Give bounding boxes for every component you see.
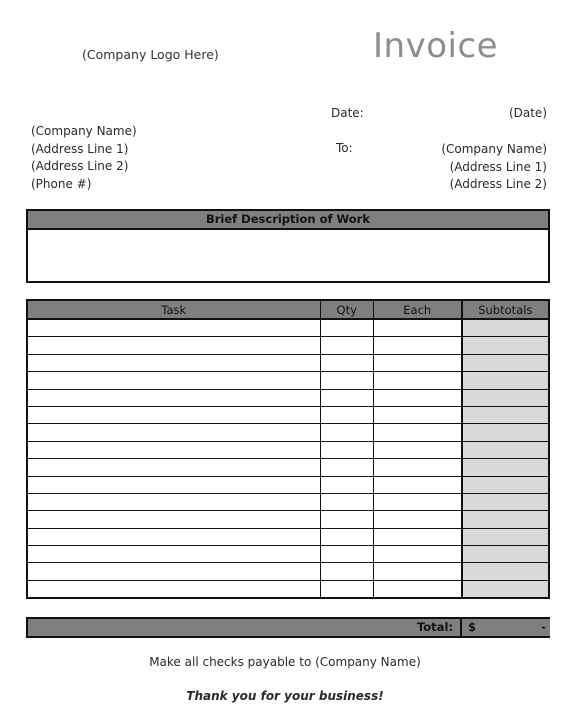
task-cell[interactable] (27, 441, 320, 458)
subtotal-cell (462, 563, 549, 580)
each-cell[interactable] (373, 372, 461, 389)
table-row (27, 424, 549, 441)
qty-cell[interactable] (320, 406, 373, 423)
total-row (26, 617, 550, 638)
task-cell[interactable] (27, 511, 320, 528)
task-cell[interactable] (27, 580, 320, 598)
sender-address-line-1[interactable]: (Address Line 1) (31, 141, 129, 156)
subtotal-cell (462, 493, 549, 510)
subtotal-cell (462, 406, 549, 423)
recipient-address-block (441, 141, 547, 194)
sender-address-line-2[interactable]: (Address Line 2) (31, 159, 129, 173)
qty-cell[interactable] (320, 493, 373, 510)
qty-cell[interactable] (320, 441, 373, 458)
table-row (27, 476, 549, 493)
column-header-subtotals: Subtotals (462, 300, 549, 319)
sender-address-block (31, 123, 137, 193)
table-row (27, 493, 549, 510)
qty-cell[interactable] (320, 354, 373, 371)
task-cell[interactable] (27, 372, 320, 389)
table-row (27, 580, 549, 598)
subtotal-cell (462, 580, 549, 598)
task-cell[interactable] (27, 563, 320, 580)
task-cell[interactable] (27, 546, 320, 563)
sender-company-name[interactable]: (Company Name) (31, 124, 137, 138)
subtotal-cell (462, 319, 549, 337)
subtotal-cell (462, 354, 549, 371)
each-cell[interactable] (373, 511, 461, 528)
table-row (27, 319, 549, 337)
subtotal-cell (462, 389, 549, 406)
thank-you-note: Thank you for your business! (186, 689, 384, 703)
column-header-each: Each (373, 300, 461, 319)
table-row (27, 372, 549, 389)
table-row (27, 563, 549, 580)
date-value[interactable]: (Date) (508, 106, 547, 120)
task-cell[interactable] (27, 476, 320, 493)
work-description-box (26, 209, 550, 283)
qty-cell[interactable] (320, 319, 373, 337)
total-currency-symbol: $ (468, 620, 477, 634)
work-description-header: Brief Description of Work (28, 211, 548, 230)
qty-cell[interactable] (320, 563, 373, 580)
task-cell[interactable] (27, 337, 320, 354)
total-amount-value: - (541, 620, 546, 634)
qty-cell[interactable] (320, 546, 373, 563)
subtotal-cell (462, 511, 549, 528)
subtotal-cell (462, 441, 549, 458)
table-row (27, 406, 549, 423)
task-cell[interactable] (27, 528, 320, 545)
qty-cell[interactable] (320, 528, 373, 545)
qty-cell[interactable] (320, 459, 373, 476)
work-description-field[interactable] (28, 230, 548, 281)
each-cell[interactable] (373, 389, 461, 406)
column-header-task: Task (27, 300, 320, 319)
task-cell[interactable] (27, 319, 320, 337)
subtotal-cell (462, 372, 549, 389)
table-header-row (27, 300, 549, 319)
qty-cell[interactable] (320, 511, 373, 528)
each-cell[interactable] (373, 493, 461, 510)
each-cell[interactable] (373, 441, 461, 458)
subtotal-cell (462, 528, 549, 545)
each-cell[interactable] (373, 476, 461, 493)
table-row (27, 511, 549, 528)
each-cell[interactable] (373, 528, 461, 545)
each-cell[interactable] (373, 406, 461, 423)
task-cell[interactable] (27, 493, 320, 510)
qty-cell[interactable] (320, 424, 373, 441)
company-logo-placeholder: (Company Logo Here) (82, 47, 219, 62)
table-row (27, 354, 549, 371)
table-row (27, 528, 549, 545)
each-cell[interactable] (373, 546, 461, 563)
subtotal-cell (462, 337, 549, 354)
subtotal-cell (462, 476, 549, 493)
qty-cell[interactable] (320, 389, 373, 406)
each-cell[interactable] (373, 563, 461, 580)
recipient-company-name[interactable]: (Company Name) (441, 142, 547, 156)
subtotal-cell (462, 424, 549, 441)
task-cell[interactable] (27, 424, 320, 441)
invoice-title: Invoice (373, 26, 499, 66)
each-cell[interactable] (373, 319, 461, 337)
recipient-address-line-2[interactable]: (Address Line 2) (449, 177, 547, 191)
each-cell[interactable] (373, 424, 461, 441)
qty-cell[interactable] (320, 580, 373, 598)
subtotal-cell (462, 459, 549, 476)
date-label: Date: (331, 106, 364, 120)
qty-cell[interactable] (320, 476, 373, 493)
total-label: Total: (416, 620, 453, 634)
each-cell[interactable] (373, 337, 461, 354)
each-cell[interactable] (373, 459, 461, 476)
table-row (27, 546, 549, 563)
qty-cell[interactable] (320, 337, 373, 354)
table-row (27, 337, 549, 354)
task-cell[interactable] (27, 389, 320, 406)
table-row (27, 459, 549, 476)
task-cell[interactable] (27, 459, 320, 476)
each-cell[interactable] (373, 354, 461, 371)
task-cell[interactable] (27, 406, 320, 423)
sender-phone[interactable]: (Phone #) (31, 176, 92, 191)
qty-cell[interactable] (320, 372, 373, 389)
table-row (27, 441, 549, 458)
table-row (27, 389, 549, 406)
total-amount-cell (460, 619, 550, 636)
each-cell[interactable] (373, 580, 461, 598)
subtotal-cell (462, 546, 549, 563)
line-items-table (26, 299, 550, 599)
payable-note: Make all checks payable to (Company Name) (149, 655, 421, 669)
to-label: To: (336, 141, 353, 155)
column-header-qty: Qty (320, 300, 373, 319)
recipient-address-line-1[interactable]: (Address Line 1) (449, 159, 547, 174)
task-cell[interactable] (27, 354, 320, 371)
